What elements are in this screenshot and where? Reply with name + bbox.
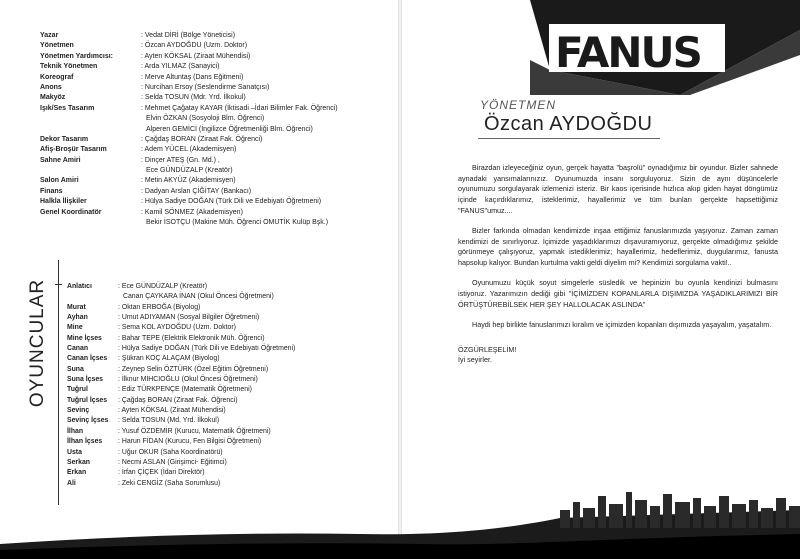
credit-row-role: Finans xyxy=(40,187,63,195)
credit-row-person: : Adem YÜCEL (Akademisyen) xyxy=(141,145,236,155)
credit-row-role: Salon Amiri xyxy=(40,177,79,185)
bottom-wave-decoration xyxy=(0,488,800,559)
credit-row-person: : Mehmet Çağatay KAYAR (İktisadi –İdari Bilimler Fak. Öğrenci) xyxy=(141,104,338,114)
credit-row-role: Halkla İlişkiler xyxy=(40,198,87,206)
cast-row-role: İlhan xyxy=(67,427,84,435)
credit-row-person: : Çağdaş BORAN (Ziraat Fak. Öğrenci) xyxy=(141,135,262,145)
credit-row xyxy=(40,93,390,103)
note-paragraph-1: Birazdan izleyeceğiniz oyun, gerçek hayatta "başrolü" oynadığımız bir oyundur. Bizler sahnede aynadaki yansımalarınızız. Oyunumuzda insanı sorguluyoruz. Sizin de aynı düşüncelerle oyunumuzu sorgulayarak izlemenizi isteriz. Bir kaos içerisinde hızlıca akıp giden hayat döngümüz içinde kaçırdıklarımız, isteklerimiz, hayallerimiz ve tüm bunları gerçekte hapsettiğimiz "FANUS"umuz.... xyxy=(458,163,778,215)
credit-row xyxy=(40,145,390,155)
credit-row-role: Anons xyxy=(40,83,62,91)
cast-row-person: : Zeki CENGİZ (Saha Sorumlusu) xyxy=(118,479,220,489)
cast-row-person: : İrfan ÇİÇEK (İdari Direktör) xyxy=(118,468,205,478)
credit-row-role: Yönetmen Yardımcısı: xyxy=(40,52,114,60)
credit-row-person: Bekir İSOTÇU (Makine Müh. Öğrenci OMUTİK Kulüp Bşk.) xyxy=(146,219,329,227)
cast-row-person: : Sema KOL AYDOĞDU (Uzm. Doktor) xyxy=(118,323,236,333)
credit-row-person: : Özcan AYDOĞDU (Uzm. Doktor) xyxy=(141,41,247,51)
credit-row-role: Sahne Amiri xyxy=(40,156,81,164)
note-paragraph-2: Bizler farkında olmadan kendimizde inşaa ettiğimiz fanuslarımızda yaşıyoruz. Zaman zaman kendimizi de sınırlıyoruz. İçimizde yaşadıklarımızı dışavuramıyoruz, gerçekte olmadığımız şekilde görünmeye çalışıyoruz, yapmak istediklerimiz; hayallerimiz, hedeflerimiz, duygularımız, fanusta hapsolup kalıyor. Bundan kurtulma vakti geldi diyelim mi? Kendimizi sorgulama vakti!.. xyxy=(458,226,778,268)
credit-row-person: Alperen GEMİCİ (İngilizce Öğretmenliği Blm. Öğrenci) xyxy=(146,125,313,133)
cast-row-role: Mine İçses xyxy=(67,334,102,342)
credit-row xyxy=(40,218,390,228)
cast-row xyxy=(67,427,387,437)
cast-row-person: : Ayten KÖKSAL (Ziraat Mühendisi) xyxy=(118,406,226,416)
credit-row xyxy=(40,208,390,218)
cast-row xyxy=(67,385,387,395)
cast-row-person: : Ece GÜNDÜZALP (Kreatör) xyxy=(118,282,207,292)
cast-row xyxy=(67,396,387,406)
cast-row-person: : Oktan ERBOĞA (Biyolog) xyxy=(118,303,200,313)
cast-title xyxy=(24,268,52,418)
cast-row-role: Murat xyxy=(67,303,86,311)
director-underline xyxy=(478,138,660,139)
credit-row-person: Ece GÜNDÜZALP (Kreatör) xyxy=(146,167,233,175)
cast-list xyxy=(67,282,387,489)
credit-row xyxy=(40,83,390,93)
note-closing-wish: İyi seyirler. xyxy=(458,355,492,365)
cast-row xyxy=(67,303,387,313)
credit-row-person: : Dinçer ATEŞ (Gn. Md.) , xyxy=(141,156,220,166)
credit-row-person: Elvin ÖZKAN (Sosyoloji Blm. Öğrenci) xyxy=(146,115,265,123)
cast-row-role: Canan xyxy=(67,345,89,353)
credit-row xyxy=(40,41,390,51)
credit-row-role: Genel Koordinatör xyxy=(40,208,102,216)
director-name: Özcan AYDOĞDU xyxy=(484,113,653,135)
director-note xyxy=(458,163,778,366)
cast-row xyxy=(67,282,387,292)
cast-row-person: : Uğur OKUR (Saha Koordinatörü) xyxy=(118,448,223,458)
cast-row-person: : Harun FİDAN (Kurucu, Fen Bilgisi Öğretmeni) xyxy=(118,437,261,447)
fanus-logo xyxy=(555,28,701,77)
credit-row xyxy=(40,197,390,207)
credit-row-role: Afiş-Broşür Tasarım xyxy=(40,146,107,154)
cast-row xyxy=(67,468,387,478)
credit-row-role: Işık/Ses Tasarım xyxy=(40,104,95,112)
cast-row-person: : İlknur MIHCIOĞLU (Okul Öncesi Öğretmeni) xyxy=(118,375,258,385)
cast-row-person: : Ediz TÜRKPENÇE (Matematik Öğretmeni) xyxy=(118,385,252,395)
credit-row xyxy=(40,156,390,166)
cast-row-role: Suna xyxy=(67,365,84,373)
cast-row-person: : Necmi ASLAN (Girişimci- Eğitimci) xyxy=(118,458,227,468)
credit-row-person: : Ayten KÖKSAL (Ziraat Mühendisi) xyxy=(141,52,250,62)
credit-row-person: : Kamil SÖNMEZ (Akademisyen) xyxy=(141,208,243,218)
credit-row-person: : Vedat DİRİ (Bölge Yöneticisi) xyxy=(141,31,235,41)
cast-row-person: : Umut ADIYAMAN (Sosyal Bilgiler Öğretmeni) xyxy=(118,313,259,323)
credit-row xyxy=(40,73,390,83)
cast-row-role: Suna İçses xyxy=(67,376,104,384)
cast-row-role: Erkan xyxy=(67,469,87,477)
cast-row-role: Tuğrul İçses xyxy=(67,396,108,404)
cast-row-person: : Zeynep Selin ÖZTÜRK (Özel Eğitim Öğretmeni) xyxy=(118,365,268,375)
credit-row xyxy=(40,125,390,135)
cast-divider xyxy=(58,260,59,505)
cast-row xyxy=(67,458,387,468)
credit-row-person: : Metin AKYÜZ (Akademisyen) xyxy=(141,176,236,186)
credit-row xyxy=(40,31,390,41)
cast-row xyxy=(67,344,387,354)
cast-row xyxy=(67,416,387,426)
fanus-logo-text: FANUS xyxy=(555,28,701,77)
cast-row xyxy=(67,365,387,375)
credit-row xyxy=(40,114,390,124)
credit-row xyxy=(40,62,390,72)
cast-row-person: : Şükran KOÇ ALAÇAM (Biyolog) xyxy=(118,354,220,364)
credit-row xyxy=(40,166,390,176)
cast-row-role: Anlatıcı xyxy=(67,283,92,290)
credit-row-person: : Nurcihan Ersoy (Seslendirme Sanatçısı) xyxy=(141,83,269,93)
cast-row-role: Ali xyxy=(67,479,76,487)
cast-row-role: Tuğrul xyxy=(67,386,88,394)
cast-row-person: : Bahar TEPE (Elektrik Elektronik Müh. Öğrenci) xyxy=(118,334,265,344)
cast-row-person: : Selda TOSUN (Md. Yrd. İlkokul) xyxy=(118,416,219,426)
cast-row xyxy=(67,313,387,323)
cast-row xyxy=(67,292,387,302)
cast-row xyxy=(67,375,387,385)
credit-row-role: Makyöz xyxy=(40,94,66,102)
cast-row-role: Usta xyxy=(67,448,82,456)
cast-row-role: Canan İçses xyxy=(67,355,108,363)
note-paragraph-3: Oyunumuzu küçük soyut simgelerle süsledik ve hepinizin bu oyunla kendinizi bulmasını istiyoruz. Yazarımızın dediği gibi "İÇİMİZDEN KOPANLARLA DIŞIMIZDA YAŞADIKLARIMIZI BİR ÖRTÜŞTÜREBİLSEK HER ŞEY HALLOLACAK ASLINDA" xyxy=(458,278,778,309)
cast-row-role: Mine xyxy=(67,324,83,332)
cast-title-text: OYUNCULAR xyxy=(27,278,48,408)
cast-row-person: : Hülya Sadiye DOĞAN (Türk Dili ve Edebiyatı Öğretmeni) xyxy=(118,344,295,354)
credit-row-role: Yazar xyxy=(40,32,59,39)
cast-row-role: Sevinç İçses xyxy=(67,417,109,425)
cast-row-role: Ayhan xyxy=(67,314,88,322)
cast-row xyxy=(67,354,387,364)
credit-row-person: : Arda YILMAZ (Sanayici) xyxy=(141,62,219,72)
note-paragraph-4: Haydi hep birlikte fanuslarımızı kıralım ve içimizden kopanları dışımızda yaşayalım, yaşatalım. xyxy=(472,319,772,329)
credit-row-role: Koreograf xyxy=(40,73,74,81)
cast-row-role: İlhan İçses xyxy=(67,438,103,446)
credit-row-person: : Hülya Sadiye DOĞAN (Türk Dili ve Edebiyatı Öğretmeni) xyxy=(141,197,321,207)
credit-row xyxy=(40,52,390,62)
cast-row-role: Sevinç xyxy=(67,407,90,415)
cast-row xyxy=(67,406,387,416)
credit-row-person: : Merve Altuntaş (Dans Eğitmeni) xyxy=(141,73,243,83)
credit-row xyxy=(40,187,390,197)
director-label: YÖNETMEN xyxy=(480,98,557,112)
credit-row-role: Dekor Tasarım xyxy=(40,135,89,143)
note-closing-slogan: ÖZGÜRLEŞELİM! xyxy=(458,344,517,354)
cast-row-person: : Çağdaş BORAN (Ziraat Fak. Öğrenci) xyxy=(118,396,238,406)
credit-row-person: : Selda TOSUN (Mdr. Yrd. İlkokul) xyxy=(141,93,246,103)
cast-row-person: : Yusuf ÖZDEMİR (Kurucu, Matematik Öğretmeni) xyxy=(118,427,271,437)
cast-row xyxy=(67,334,387,344)
credits-list xyxy=(40,31,390,228)
credit-row xyxy=(40,135,390,145)
cast-row-person: Canan ÇAYKARA İNAN (Okul Öncesi Öğretmeni) xyxy=(123,293,274,301)
credit-row xyxy=(40,176,390,186)
credit-row-role: Yönetmen xyxy=(40,42,74,50)
credit-row xyxy=(40,104,390,114)
cast-row xyxy=(67,323,387,333)
page-gutter xyxy=(398,0,402,559)
credit-row-role: Teknik Yönetmen xyxy=(40,63,98,71)
cast-row-role: Serkan xyxy=(67,458,90,466)
cast-row xyxy=(67,437,387,447)
cast-row xyxy=(67,448,387,458)
cast-divider-tick xyxy=(55,284,62,285)
credit-row-person: : Dadyan Arslan ÇİĞİTAY (Bankacı) xyxy=(141,187,251,197)
